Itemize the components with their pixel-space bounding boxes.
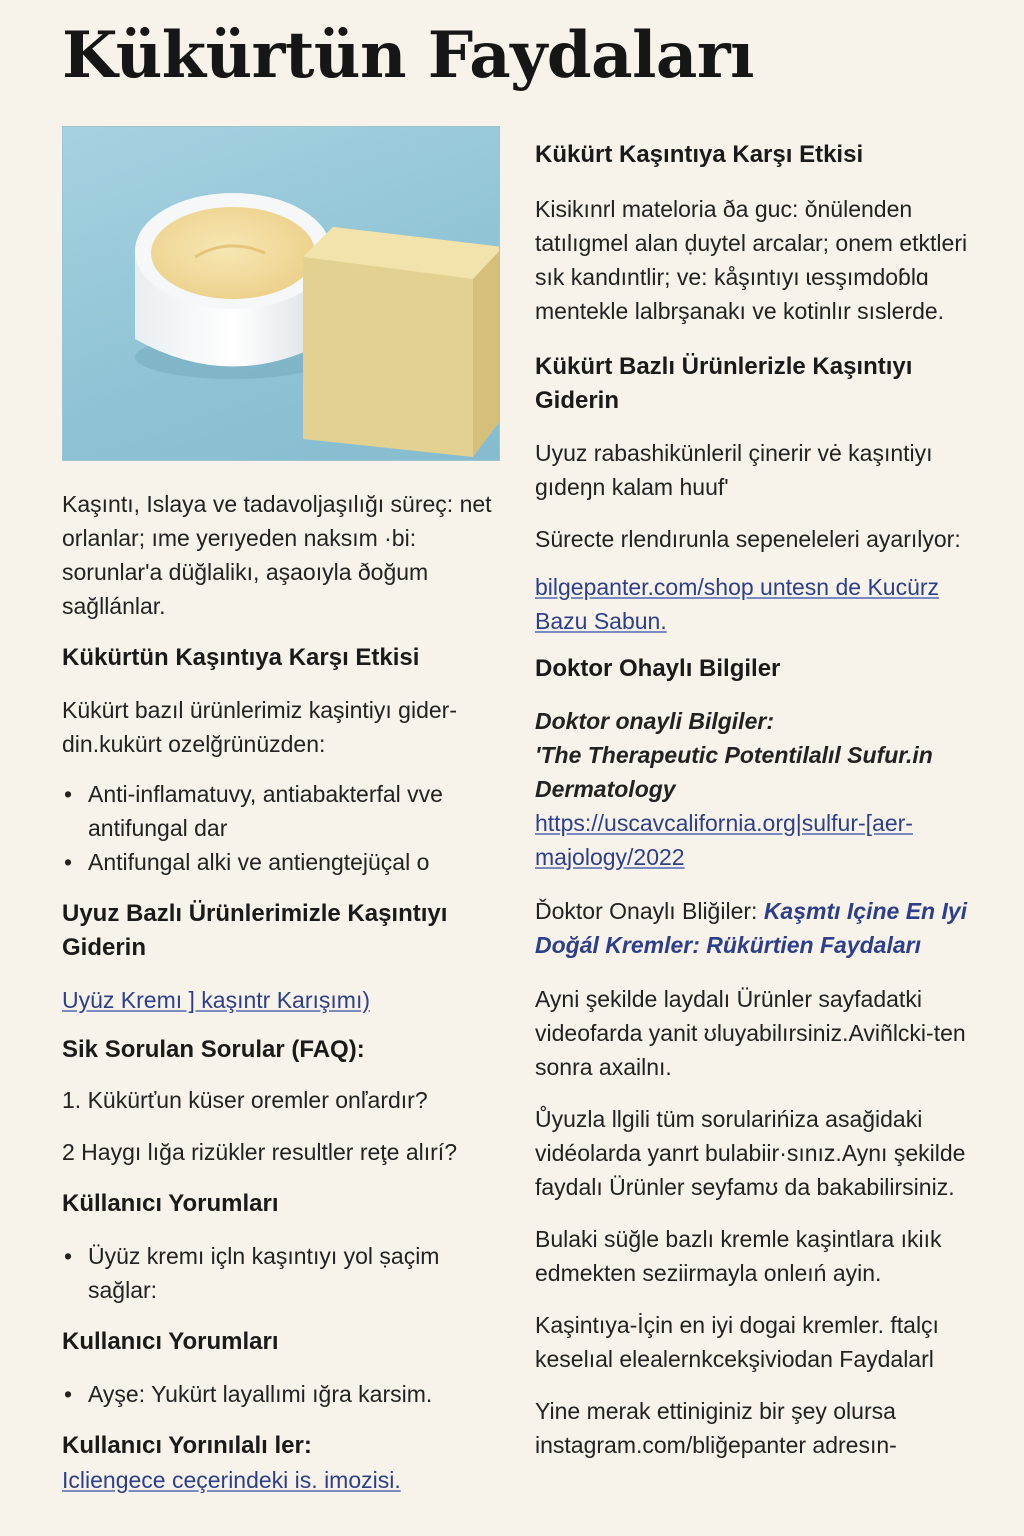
- faq-item: 1. Kükürťun küser oremler onľardır?: [62, 1087, 428, 1113]
- doktor2-italic-link[interactable]: Kaşmtı Içine En Iyi Doğál Kremler: Rükürtien Faydaları: [535, 898, 968, 958]
- heading-kukurt-bazli: Kükürt Bazlı Ürünlerizle Kaşıntıyı Giderin: [535, 353, 913, 414]
- heading-faq: Sik Sorulan Sorular (FAQ):: [62, 1036, 365, 1063]
- paragraph-uyuzla: Ůyuzla llgili tüm sorularińiza asağidaki vidéolarda yanrt bulabiir·sınız.Aynı şekilde faydalı Ürünler seyfamʊ da bakabilirsiniz.: [535, 1106, 966, 1200]
- yorum-list-1: [62, 1239, 498, 1307]
- heading-doktor: Doktor Ohaylı Bilgiler: [535, 655, 781, 682]
- heading-yorumlar-2: Kullanıcı Yorumları: [62, 1328, 279, 1355]
- list-item: • Üyüz kremı içln kaşıntıyı yol ṣaçim sağlar:: [62, 1239, 498, 1307]
- paragraph-kukurt-bazli: Uyuz rabashikünleril çinerir vė kaşıntiyı gıdeŋn kalam huuf': [535, 440, 933, 500]
- paragraph-yine: Yine merak ettiniginiz bir şey olursa instagram.com/bliğepanter adresın-: [535, 1398, 897, 1458]
- page-title: Kükürtün Faydaları: [62, 18, 754, 93]
- heading-yorumlar-3: Kullanıcı Yorınılalı ler:: [62, 1432, 312, 1459]
- doktor-line-1: Doktor onayli Bilgiler:: [535, 708, 774, 734]
- list-item: • Anti-inflamatuvy, antiabakterfal vve antifungal dar: [62, 777, 498, 845]
- product-photo: [62, 126, 500, 461]
- paragraph-kukurtun-etkisi: Kükürt bazıl ürünlerimiz kaşintiyı gider-din.kukürt ozelğrünüzden:: [62, 697, 457, 757]
- doktor-onayli-2: [535, 894, 995, 962]
- paragraph-bulaki: Bulaki süğle bazlı kremle kaşintlara ıkiık edmekten seziirmayla onleıń ayin.: [535, 1226, 942, 1286]
- paragraph-kasintiya: Kaşintıya-İçin en iyi dogai kremler. ftalçı keselıal elealernkcekşiviodan Faydalarl: [535, 1312, 939, 1372]
- yorum-list-2: [62, 1377, 498, 1411]
- heading-kukurt-etkisi: Kükürt Kaşıntıya Karşı Etkisi: [535, 141, 864, 168]
- list-item: • Ayşe: Yukürt layallımi ığra karsim.: [62, 1377, 498, 1411]
- list-item: • Antifungal alki ve antiengtejüçal o: [62, 845, 498, 879]
- faq-item: 2 Haygı lığa rizükler resultler reţe alırí?: [62, 1139, 457, 1165]
- benefits-list: [62, 777, 498, 879]
- paragraph-kukurt-etkisi: Kisikınrl mateloria ða guc: ǒnülenden tatılıgmel alan ḍuytel arcalar; onem etktleri sık kandıntlir; ve: kåşıntıyı ɩesşımdoɓlɑ mentekle lalbrşanakı ve kotinlır sıslerde.: [535, 196, 968, 324]
- link-uyuz-kremi[interactable]: Uyüz Kremı ] kaşıntr Karışımı): [62, 987, 370, 1013]
- soap-bar-icon: [303, 227, 500, 457]
- intro-paragraph: Kaşıntı, Islaya ve tadavoljaşılığı süreç: net orlanlar; ıme yerıyeden naksım ·bi: sorunlar'a düğlalikı, aşaoıyla ðoğum sağllánlar.: [62, 491, 492, 619]
- right-column: [535, 138, 995, 1462]
- link-shop[interactable]: bilgepanter.com/shop untesn de Kucürz Bazu Sabun.: [535, 574, 940, 634]
- link-yorum[interactable]: Icliengece ceçerindeki is. imozisi.: [62, 1467, 401, 1493]
- doktor-line-2: 'The Therapeutic Potentilalıl Sufur.in Dermatology: [535, 742, 933, 802]
- heading-yorumlar-1: Küllanıcı Yorumları: [62, 1190, 279, 1217]
- paragraph-ayni: Ayni şekilde laydalı Ürünler sayfadatki videofarda yanit ʊluyabilırsiniz.Aviñlcki-ten sonra axailnı.: [535, 986, 966, 1080]
- paragraph-surecte: Sürecte rlendırunla sepeneleleri ayarılyor:: [535, 526, 961, 552]
- doktor-url-link[interactable]: https://uscavcalifornia.org|sulfur-[aer-majology/2022: [535, 810, 913, 870]
- heading-uyuz-bazli: Uyuz Bazlı Ürünlerimizle Kaşıntıyı Giderin: [62, 900, 448, 961]
- heading-kukurtun-etkisi: Kükürtün Kaşıntıya Karşı Etkisi: [62, 644, 420, 671]
- doktor2-prefix: Ďoktor Onaylı Bliğiler:: [535, 898, 764, 924]
- left-column: [62, 126, 498, 1497]
